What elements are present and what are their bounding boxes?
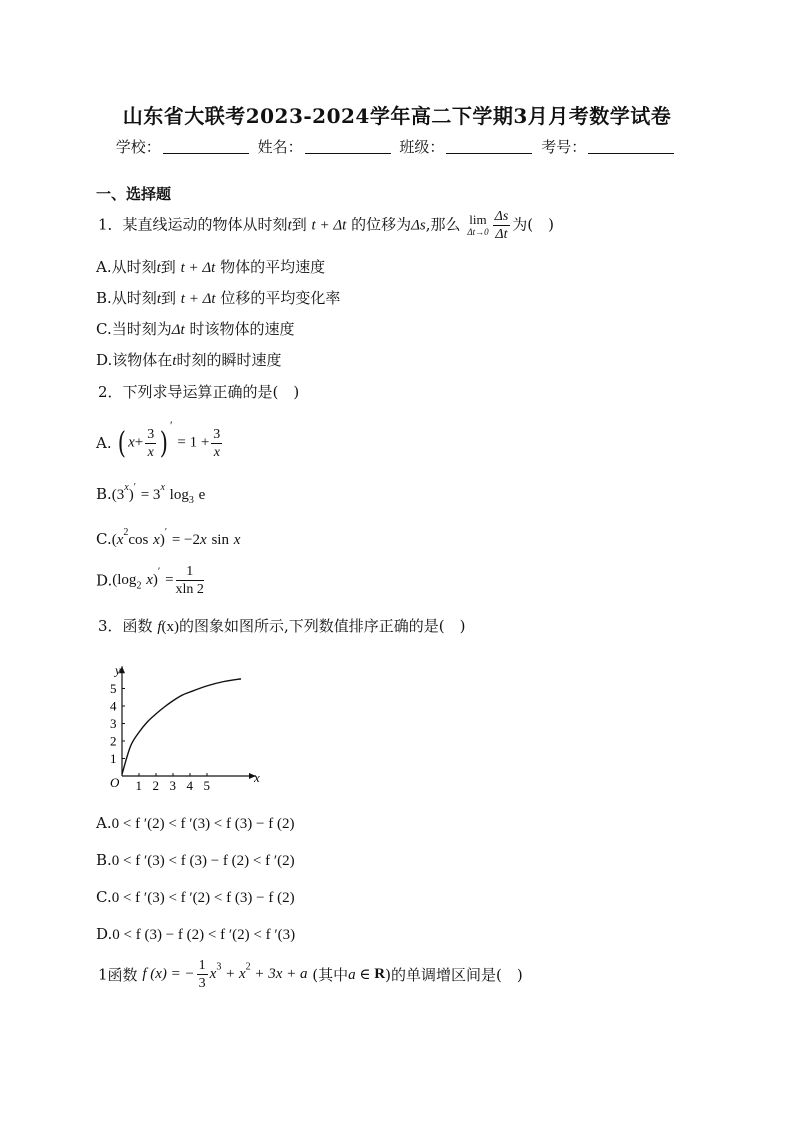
limit-operator: lim Δt→0 [467, 211, 489, 237]
class-blank[interactable] [446, 139, 532, 154]
math-t: t [287, 217, 292, 234]
exam-number-blank[interactable] [588, 139, 674, 154]
q1-option-d[interactable]: D.该物体在t时刻的瞬时速度 [96, 351, 282, 369]
question-text: 的图象如图所示,下列数值排序正确的是( ) [179, 617, 466, 635]
function-curve [122, 679, 241, 774]
y-tick-label: 4 [110, 698, 117, 714]
question-2 [98, 381, 299, 402]
q2-option-a[interactable]: A. ( x+ $\frac{3}{x}$ )′ = 1 + $\frac{3}{x}$ [96, 418, 221, 461]
question-4: 1函数 f (x) = − $\frac{1}{3}$ $x^3 + x^2 + 3x + a$ (其中a ∈ R)的单调增区间是( ) [98, 958, 523, 991]
q3-option-c[interactable]: C.0 < f ′(3) < f ′(2) < f (3) − f (2) [96, 888, 295, 906]
question-number: 3． [98, 617, 123, 635]
function-graph [104, 650, 264, 795]
student-info-line [0, 136, 794, 157]
y-tick-label: 3 [110, 716, 117, 731]
math-expression: f (x) = − [142, 966, 195, 982]
x-tick-label: 2 [152, 778, 159, 793]
fraction-one-third: $\frac{1}{3}$ [198, 958, 206, 991]
question-3 [98, 615, 466, 636]
question-text: 下列求导运算正确的是( ) [122, 383, 300, 401]
question-text: 某直线运动的物体从时刻 [122, 215, 288, 234]
x-tick-label: 5 [203, 778, 210, 793]
y-axis-label: y [115, 662, 121, 678]
question-text: ,那么 [425, 215, 461, 234]
origin-label: O [110, 775, 120, 790]
math-t-plus-dt: t + Δt [311, 217, 347, 234]
school-blank[interactable] [163, 139, 249, 154]
x-tick-label: 3 [169, 778, 176, 793]
q1-option-a[interactable]: A.从时刻t到 t + Δt 物体的平均速度 [96, 258, 326, 276]
q1-option-b[interactable]: B.从时刻t到 t + Δt 位移的平均变化率 [96, 289, 341, 307]
name-label: 姓名： [257, 138, 303, 156]
question-1 [98, 208, 554, 243]
question-number: 1． [98, 215, 123, 234]
name-blank[interactable] [305, 139, 391, 154]
question-number: 1 [98, 965, 108, 984]
y-tick-label: 2 [110, 733, 117, 749]
class-label: 班级： [399, 138, 445, 156]
question-number: 2． [98, 383, 123, 401]
page-title: 山东省大联考2023-2024学年高二下学期3月月考数学试卷 [122, 104, 672, 128]
section-title: 一、选择题 [96, 185, 172, 203]
math-ds: Δs [411, 217, 426, 234]
exam-number-label: 考号： [541, 138, 587, 156]
x-axis-label: x [254, 770, 260, 785]
q2-option-c[interactable]: $C.(x^2\cos$ x)′ = −2x sin x [96, 527, 241, 548]
question-text: 函数 [107, 966, 138, 984]
q3-option-d[interactable]: D.0 < f (3) − f (2) < f ′(2) < f ′(3) [96, 925, 296, 943]
q2-option-b[interactable]: $B.(3^x)' = 3^x$ $\log_3 e$ [96, 482, 206, 506]
q2-option-d[interactable]: $D.(\log_2$ x)′ = $\frac{1}{xln 2}$ [96, 564, 204, 597]
fraction-ds-dt: $\frac{\Delta s}{\Delta t}$ [494, 209, 509, 242]
question-text: 为( ) [512, 215, 554, 234]
y-tick-label: 1 [110, 751, 117, 766]
x-tick-label: 1 [135, 778, 142, 793]
x-tick-label: 4 [186, 778, 193, 793]
y-tick-label: 5 [110, 681, 117, 696]
question-text: 函数 [122, 617, 153, 635]
q3-option-a[interactable]: A.0 < f ′(2) < f ′(3) < f (3) − f (2) [96, 814, 295, 832]
q3-option-b[interactable]: B.0 < f ′(3) < f (3) − f (2) < f ′(2) [96, 851, 295, 869]
q1-option-c[interactable]: C.当时刻为Δt 时该物体的速度 [96, 320, 295, 338]
question-text: 的位移为 [351, 215, 412, 234]
question-text: 到 [291, 215, 307, 234]
math-f: f [157, 619, 162, 635]
math-x: (x) [161, 619, 180, 635]
school-label: 学校： [115, 138, 161, 156]
